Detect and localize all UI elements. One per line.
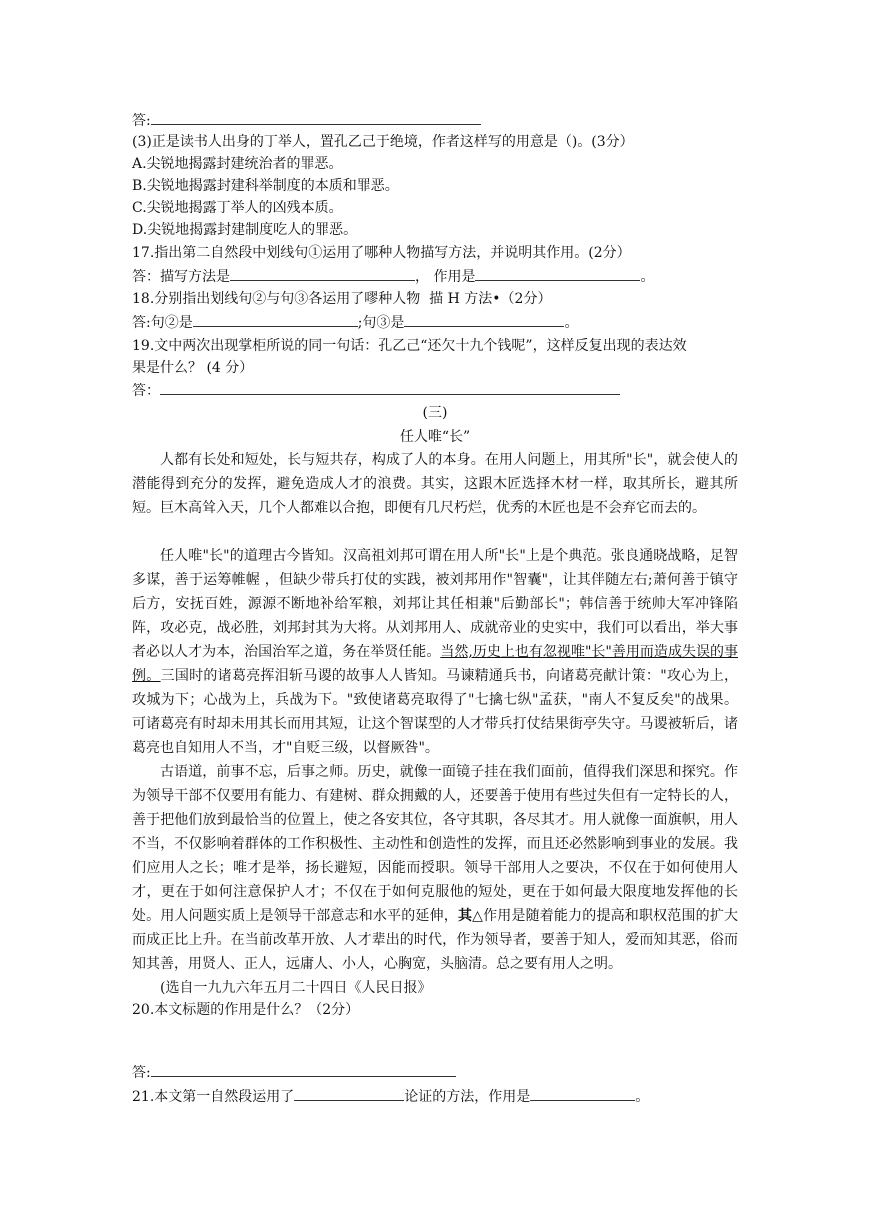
answer-label: 答： [132, 383, 160, 399]
q18-blank-2[interactable] [193, 312, 358, 327]
q18-answer-line [132, 312, 578, 333]
q18-blank-3[interactable] [404, 312, 564, 327]
answer-label: 答: [132, 113, 151, 129]
article-paragraph-1: 人都有长处和短处，长与短共存，构成了人的本身。在用人问题上，用其所"长"，就会使人的潜能得到充分的发挥，避免造成人才的浪费。其实，这跟木匠选择木材一样，取其所长，避其所短。巨木高耸入天，几个人都难以合抱，即便有几尺朽烂，优秀的木匠也是不会弃它而去的。 [132, 452, 738, 516]
q21-question [132, 1086, 649, 1107]
article-paragraph-3 [132, 760, 738, 976]
paragraph-text: 作用是随着能力的提高和职权范围的扩大而成正比上升。在当前改革开放、人才辈出的时代，作为领导者，要善于知人，爱而知其恶，俗而知其善，用贤人、正人，远庸人、小人，心胸宽，头脑清。总之要有用人之明。 [132, 908, 738, 972]
answer-blank[interactable] [160, 380, 620, 395]
article-title: 任人唯“长” [399, 429, 471, 445]
q17-question: 17.指出第二自然段中划线句①运用了哪种人物描写方法，并说明其作用。(2分） [132, 245, 631, 261]
paragraph-text: 古语道，前事不忘，后事之师。历史，就像一面镜子挂在我们面前，值得我们深思和探究。作为领导干部不仅要用有能力、有建树、群众拥戴的人，还要善于使用有些过失但有一定特长的人，善于把他们放到最恰当的位置上，使之各安其位，各守其职，各尽其才。用人就像一面旗帜，用人不当，不仅影响着群体的工作积极性、主动性和创造性的发挥，而且还必然影响到事业的发展。我们应用人之长；唯才是举，扬长避短，因能而授职。领导干部用人之要决，不仅在于如何使用人才，更在于如何注意保护人才；不仅在于如何克服他的短处，更在于如何最大限度地发挥他的长处。用人问题实质上是领导干部意志和水平的延伸， [132, 764, 738, 924]
section-number: (三) [422, 405, 448, 421]
answer-blank[interactable] [151, 1062, 456, 1077]
question-text: 论证的方法，作用是 [404, 1089, 531, 1105]
question-end: 。 [635, 1089, 650, 1105]
answer-end: 。 [640, 269, 655, 285]
paragraph-text: 任人唯"长"的道理古今皆知。汉高祖刘邦可谓在用人所"长"上是个典范。张良通晓战略，足智多谋，善于运筹帷幄 ，但缺少带兵打仗的实践，被刘邦用作"智囊"，让其伴随左右;萧何善于镇守后方，安抚百姓，源源不断地补给军粮，刘邦让其任相兼"后勤部长"；韩信善于统帅大军冲锋陷阵，攻必克，战必胜，刘邦封其为大将。从刘邦用人、成就帝业的史实中，我们可以看出，举大事者必以人才为本，治国治军之道，务在举贤任能。 [132, 548, 738, 660]
q18-question: 18.分别指出划线句②与句③各运用了嘐种人物 描 H 方法•（2分） [132, 291, 552, 307]
answer-label: ;句③是 [357, 315, 405, 331]
paragraph-text: 三国时的诸葛亮挥泪斩马谡的故事人人皆知。马谏精通兵书，向诸葛亮献计策："攻心为上，攻城为下；心战为上，兵战为下。"致使诸葛亮取得了"七擒七纵"孟获，"南人不复反矣"的战果。可诸葛亮有时却未用其长而用其短，让这个智谋型的人才带兵打仗结果街亭失守。马谡被斩后，诸葛亮也自知用人不当，才"自贬三级，以督厥咎"。 [132, 668, 739, 756]
q17-blank-method[interactable] [230, 266, 415, 281]
answer-label: 答：描写方法是 [132, 269, 230, 285]
q20-question: 20.本文标题的作用是什么？（2分） [132, 1002, 360, 1018]
answer-label: 答: [132, 1065, 151, 1081]
q17-blank-effect[interactable] [475, 266, 640, 281]
article-paragraph-2 [132, 544, 738, 760]
q20-answer-line [132, 1062, 456, 1083]
q21-blank-method[interactable] [294, 1086, 404, 1101]
option-a: A.尖锐地揭露封建统治者的罪恶。 [132, 156, 343, 172]
question-text: 21.本文第一自然段运用了 [132, 1089, 295, 1105]
q16-3-question: (3)正是读书人出身的丁举人，置孔乙己于绝境，作者这样写的用意是（)。(3分） [132, 134, 634, 150]
option-c: C.尖锐地揭露丁举人的凶残本质。 [132, 200, 343, 216]
q19-answer-line [132, 380, 620, 401]
q21-blank-effect[interactable] [530, 1086, 635, 1101]
q16-answer-line [132, 110, 481, 131]
answer-label: ， 作用是 [415, 269, 476, 285]
q19-question-line1: 19.文中两次出现掌柜所说的同一句话：孔乙己“还欠十九个钱呢”，这样反复出现的表达效 [132, 338, 687, 354]
bold-text: 其△ [457, 908, 484, 924]
q17-answer-line [132, 266, 654, 287]
option-d: D.尖锐地揭露封建制度吃人的罪恶。 [132, 222, 358, 238]
q19-question-line2: 果是什么？ (4 分） [132, 360, 254, 376]
option-b: B.尖锐地揭露封建科举制度的本质和罪恶。 [132, 178, 399, 194]
answer-blank[interactable] [151, 110, 481, 125]
answer-label: 答:句②是 [132, 315, 193, 331]
underlined-sentence: 当然,历史上也有忽视唯"长"善用而造成失误的事例。 [132, 644, 739, 684]
answer-end: 。 [564, 315, 579, 331]
article-source: (选自一九九六年五月二十四日《人民日报》 [160, 980, 432, 996]
